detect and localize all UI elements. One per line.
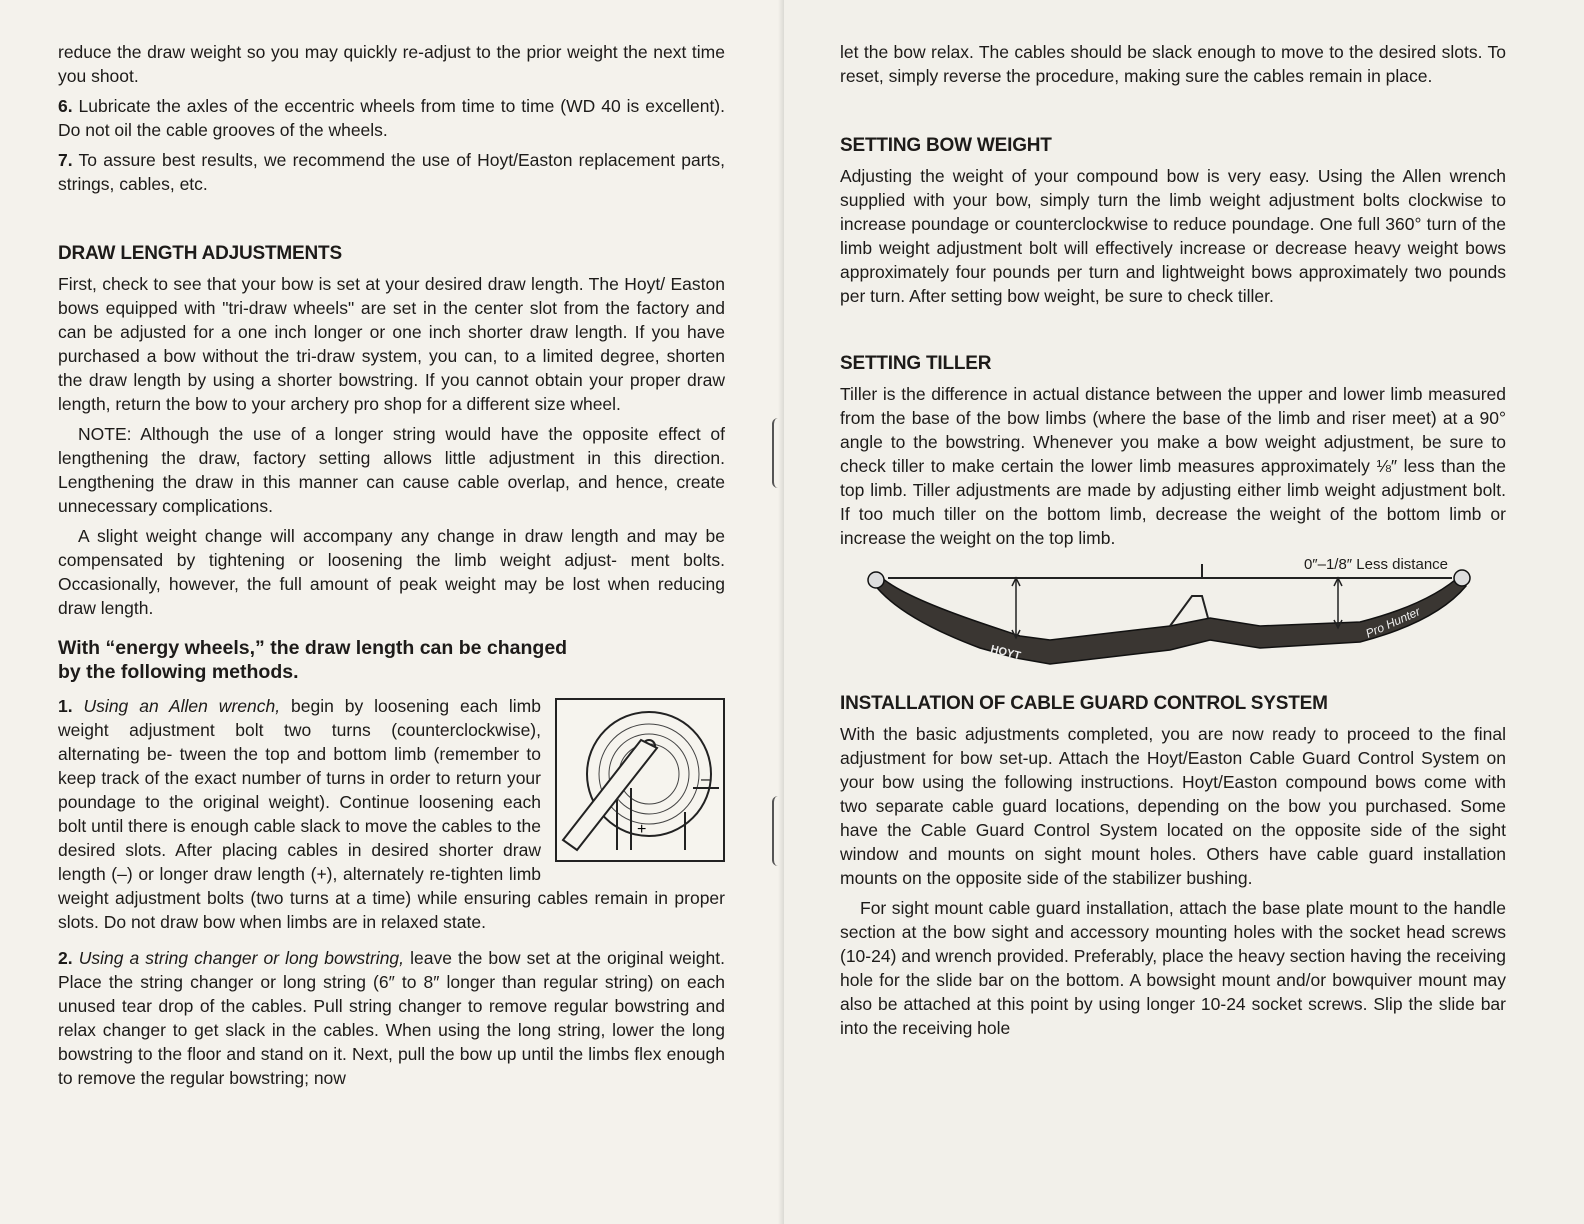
staple-bottom — [772, 796, 784, 866]
bow-weight-heading: SETTING BOW WEIGHT — [840, 135, 1052, 156]
left-page — [0, 0, 784, 1224]
energy-wheels-heading — [58, 636, 725, 684]
method-2-text: leave the bow set at the original weight. Place the string changer or long string (6″ to 8″ longer than regular string) on each unused tear drop of the cables. Pull string changer to remove regular bowstring and relax changer to get slack in the cables. When using the long string, lower the long bowstring to the floor and stand on it. Next, pull the bow up until the limbs flex enough to remove the regular bowstring; now — [58, 948, 725, 1088]
method-1-number: 1. — [58, 696, 73, 716]
item-6 — [58, 94, 725, 142]
top-wheel — [868, 572, 884, 588]
bow-drawing — [840, 556, 1506, 684]
method-1-title: Using an Allen wrench, — [83, 696, 281, 716]
tiller-text: Tiller is the difference in actual distance between the upper and lower limb measured from the base of the bow limbs (where the base of the limb and riser meet) at a 90° angle to the bowstring. Whenever you make a bow weight adjustment, be sure to check tiller to make certain the lower limb measures approximately ⅛″ less than the top limb. Tiller adjustments are made by adjusting either limb weight adjustment bolt. If too much tiller on the bottom limb, decrease the weight of the bottom limb or increase the weight on the top limb. — [840, 384, 1506, 548]
bow-brand-right: Pro Hunter — [1363, 604, 1423, 641]
plus-label: + — [637, 821, 647, 838]
cable-guard-heading: INSTALLATION OF CABLE GUARD CONTROL SYSTEM — [840, 693, 1328, 714]
right-page — [784, 0, 1584, 1224]
method-1 — [58, 694, 725, 934]
bow-body — [874, 574, 1466, 664]
wheel-diagram — [555, 698, 725, 862]
wheel-outer-ring — [587, 712, 711, 836]
item-7-number: 7. — [58, 150, 73, 170]
energy-wheels-heading-line2: by the following methods. — [58, 661, 299, 683]
item-6-number: 6. — [58, 96, 73, 116]
method-2-title: Using a string changer or long bowstring, — [78, 948, 405, 968]
wheel-diagram-drawing — [557, 700, 723, 860]
intro-continued: reduce the draw weight so you may quickly re-adjust to the prior weight the next time you shoot. — [58, 42, 725, 86]
item-7 — [58, 148, 725, 196]
draw-length-heading: DRAW LENGTH ADJUSTMENTS — [58, 243, 342, 264]
cable-guard-paragraph-1: With the basic adjustments completed, you are now ready to proceed to the final adjustment for bow set-up. Attach the Hoyt/Easton Cable Guard Control System on your bow using the following instructions. Hoyt/Easton compound bows come with two separate cable guard locations, depending on the bow you purchased. Some have the Cable Guard Control System located on the opposite side of the sight window and mounts on sight mount holes. Others have cable guard installation mounts on the opposite side of the stabilizer bushing. — [840, 724, 1506, 888]
bow-weight-text: Adjusting the weight of your compound bow is very easy. Using the Allen wrench supplied with your bow, simply turn the limb weight adjustment bolts clockwise to increase poundage or counterclockwise to reduce poundage. One full 360° turn of the limb weight adjustment bolt will effectively increase or decrease heavy weight bows approximately four pounds per turn and lightweight bows approximately two pounds per turn. After setting bow weight, be sure to check tiller. — [840, 166, 1506, 306]
item-6-text: Lubricate the axles of the eccentric wheels from time to time (WD 40 is excellent). Do not oil the cable grooves of the wheels. — [58, 96, 725, 140]
method-2-number: 2. — [58, 948, 73, 968]
bow-tiller-diagram — [840, 556, 1506, 684]
tiller-measure-label: 0″–1/8″ Less distance — [1303, 556, 1448, 573]
draw-length-paragraph-3: A slight weight change will accompany any change in draw length and may be compensated by tightening or loosening the limb weight adjust- ment bolts. Occasionally, however, the full amount of peak weight may be lost when reducing draw length. — [58, 526, 725, 618]
tiller-heading: SETTING TILLER — [840, 353, 992, 374]
right-column — [840, 40, 1506, 1040]
right-continued: let the bow relax. The cables should be slack enough to move to the desired slots. To reset, simply reverse the procedure, making sure the cables remain in place. — [840, 42, 1506, 86]
bottom-wheel — [1454, 570, 1470, 586]
item-7-text: To assure best results, we recommend the use of Hoyt/Easton replacement parts, strings, cables, etc. — [58, 150, 725, 194]
method-1-text: begin by loosening each limb weight adjustment bolt two turns (counterclockwise), alternating be- tween the top and bottom limb (remember to keep track of the exact number of turns in order to return your poundage to the original weight). Continue loosening each bolt until there is enough cable slack to move the cables to the desired slots. After placing cables in desired shorter draw length (–) or longer draw length (+), alternately re-tighten limb weight adjustment bolts (two turns at a time) while ensuring cables remain in proper slots. Do not draw bow when limbs are in relaxed state. — [58, 696, 725, 932]
cable-guard-paragraph-2: For sight mount cable guard installation, attach the base plate mount to the handle section at the bow sight and accessory mounting holes with the socket head screws (10-24) and wrench provided. Preferably, place the heavy section having the receiving hole for the slide bar on the bottom. A bowsight mount and/or bowquiver mount may also be attached at this point by using longer 10-24 socket screws. Slip the slide bar into the receiving hole — [840, 898, 1506, 1038]
staple-top — [772, 418, 784, 488]
bow-brand-left: HOYT — [989, 643, 1022, 663]
energy-wheels-heading-line1: With “energy wheels,” the draw length can be changed — [58, 637, 568, 659]
method-2 — [58, 946, 725, 1090]
left-column — [58, 40, 725, 1090]
minus-label: – — [701, 771, 710, 788]
draw-length-note: NOTE: Although the use of a longer string would have the opposite effect of lengthening the draw, factory setting allows little adjustment in this direction. Lengthening the draw in this manner can cause cable overlap, and hence, create unnecessary complications. — [58, 424, 725, 516]
draw-length-paragraph-1: First, check to see that your bow is set at your desired draw length. The Hoyt/ Easton bows equipped with "tri-draw wheels" are set in the center slot from the factory and can be adjusted for a one inch longer or one inch shorter draw length. If you have purchased a bow without the tri-draw system, you can, to a limited degree, shorten the draw length by using a shorter bowstring. If you cannot obtain your proper draw length, return the bow to your archery pro shop for a different size wheel. — [58, 274, 725, 414]
